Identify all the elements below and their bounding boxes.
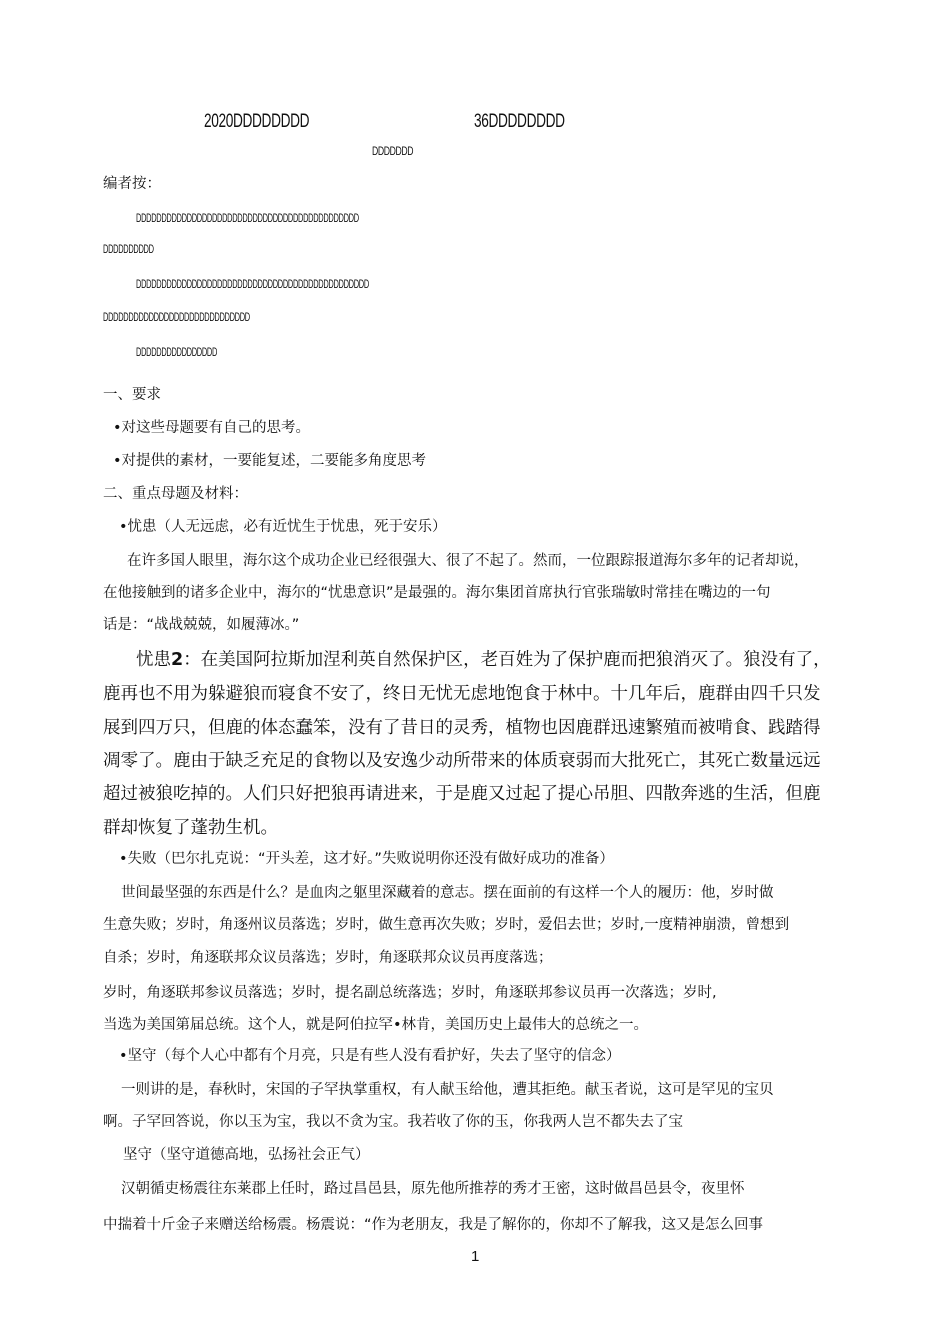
shibai-heading: •失败（巴尔扎克说：“开头差，这才好。”失败说明你还没有做好成功的准备） — [119, 851, 614, 867]
youhuan2-line1 — [136, 652, 831, 670]
jianshou2-line1: 汉朝循吏杨震往东莱郡上任时，路过昌邑县，原先他所推荐的秀才王密，这时做昌邑县令，夜里怀 — [121, 1181, 745, 1197]
shibai-line3: 自杀；岁时，角逐联邦众议员落选；岁时，角逐联邦众议员再度落选； — [103, 950, 553, 966]
title-left: 2020DDDDDDDD — [204, 111, 310, 132]
jianshou1-line2: 啊。子罕回答说，你以玉为宝，我以不贪为宝。我若收了你的玉，你我两人岂不都失去了宝 — [103, 1114, 683, 1130]
youhuan1-line3: 话是：“战战兢兢，如履薄冰。” — [103, 617, 300, 633]
title-right: 36DDDDDDDD — [474, 111, 565, 132]
jianshou1-line1: 一则讲的是，春秋时，宋国的子罕执掌重权，有人献玉给他，遭其拒绝。献玉者说，这可是罕见的宝贝 — [121, 1082, 774, 1098]
editor-note-p3-line1: DDDDDDDDDDDDDDDD — [136, 345, 218, 359]
youhuan2-line1-text: ：在美国阿拉斯加涅利英自然保护区，老百姓为了保护鹿而把狼消灭了。狼没有了， — [183, 650, 831, 670]
editor-note-p2-line2: DDDDDDDDDDDDDDDDDDDDDDDDDDDDD — [103, 310, 250, 324]
jianshou-heading: •坚守（每个人心中都有个月亮，只是有些人没有看护好，失去了坚守的信念） — [119, 1048, 621, 1064]
shibai-line1: 世间最坚强的东西是什么？是血肉之躯里深藏着的意志。摆在面前的有这样一个人的履历：他，岁时做 — [121, 885, 774, 901]
section1-bullet1: •对这些母题要有自己的思考。 — [113, 420, 311, 436]
youhuan2-line3: 展到四万只，但鹿的体态蠢笨，没有了昔日的灵秀，植物也因鹿群迅速繁殖而被啃食、践踏得 — [103, 718, 821, 738]
editor-note-p1-line2: DDDDDDDDDD — [103, 242, 154, 256]
youhuan1-line1: 在许多国人眼里，海尔这个成功企业已经很强大、很了不起了。然而，一位跟踪报道海尔多年的记者却说， — [127, 553, 809, 569]
subtitle: DDDDDDD — [372, 144, 414, 158]
youhuan2-number: 2 — [171, 650, 184, 670]
shibai-line2: 生意失败；岁时，角逐州议员落选；岁时，做生意再次失败；岁时，爱侣去世；岁时,一度精神崩溃，曾想到 — [103, 917, 790, 933]
youhuan1-line2: 在他接触到的诸多企业中，海尔的“忧患意识”是最强的。海尔集团首席执行官张瑞敏时常挂在嘴边的一句 — [103, 585, 771, 601]
youhuan2-line6: 群却恢复了蓬勃生机。 — [103, 818, 278, 838]
shibai-line4: 岁时，角逐联邦参议员落选；岁时，提名副总统落选；岁时，角逐联邦参议员再一次落选；岁时, — [103, 985, 717, 1001]
youhuan2-label: 忧患 — [136, 650, 171, 670]
section2-heading: 二、重点母题及材料： — [103, 486, 248, 502]
youhuan2-line5: 超过被狼吃掉的。人们只好把狼再请进来，于是鹿又过起了提心吊胆、四散奔逃的生活，但鹿 — [103, 784, 821, 804]
youhuan2-line2: 鹿再也不用为躲避狼而寝食不安了，终日无忧无虑地饱食于林中。十几年后，鹿群由四千只发 — [103, 684, 821, 704]
jianshou2-line2: 中揣着十斤金子来赠送给杨震。杨震说：“作为老朋友，我是了解你的，你却不了解我，这又是怎么回事 — [103, 1217, 764, 1233]
editor-note-p2-line1: DDDDDDDDDDDDDDDDDDDDDDDDDDDDDDDDDDDDDDDDDDDDDD — [136, 277, 369, 291]
youhuan2-line4: 凋零了。鹿由于缺乏充足的食物以及安逸少动所带来的体质衰弱而大批死亡，其死亡数量远远 — [103, 751, 821, 771]
section1-heading: 一、要求 — [103, 387, 161, 403]
editor-note-label: 编者按： — [103, 176, 161, 192]
shibai-line5: 当选为美国第届总统。这个人，就是阿伯拉罕•林肯，美国历史上最伟大的总统之一。 — [103, 1017, 649, 1033]
editor-note-p1-line1: DDDDDDDDDDDDDDDDDDDDDDDDDDDDDDDDDDDDDDDDDDDD — [136, 211, 359, 225]
page-number: 1 — [471, 1248, 480, 1265]
youhuan-heading: •忧患（人无远虑，必有近忧生于忧患，死于安乐） — [119, 519, 447, 535]
jianshou2-heading: 坚守（坚守道德高地，弘扬社会正气） — [123, 1147, 370, 1163]
section1-bullet2: •对提供的素材，一要能复述，二要能多角度思考 — [113, 453, 427, 469]
